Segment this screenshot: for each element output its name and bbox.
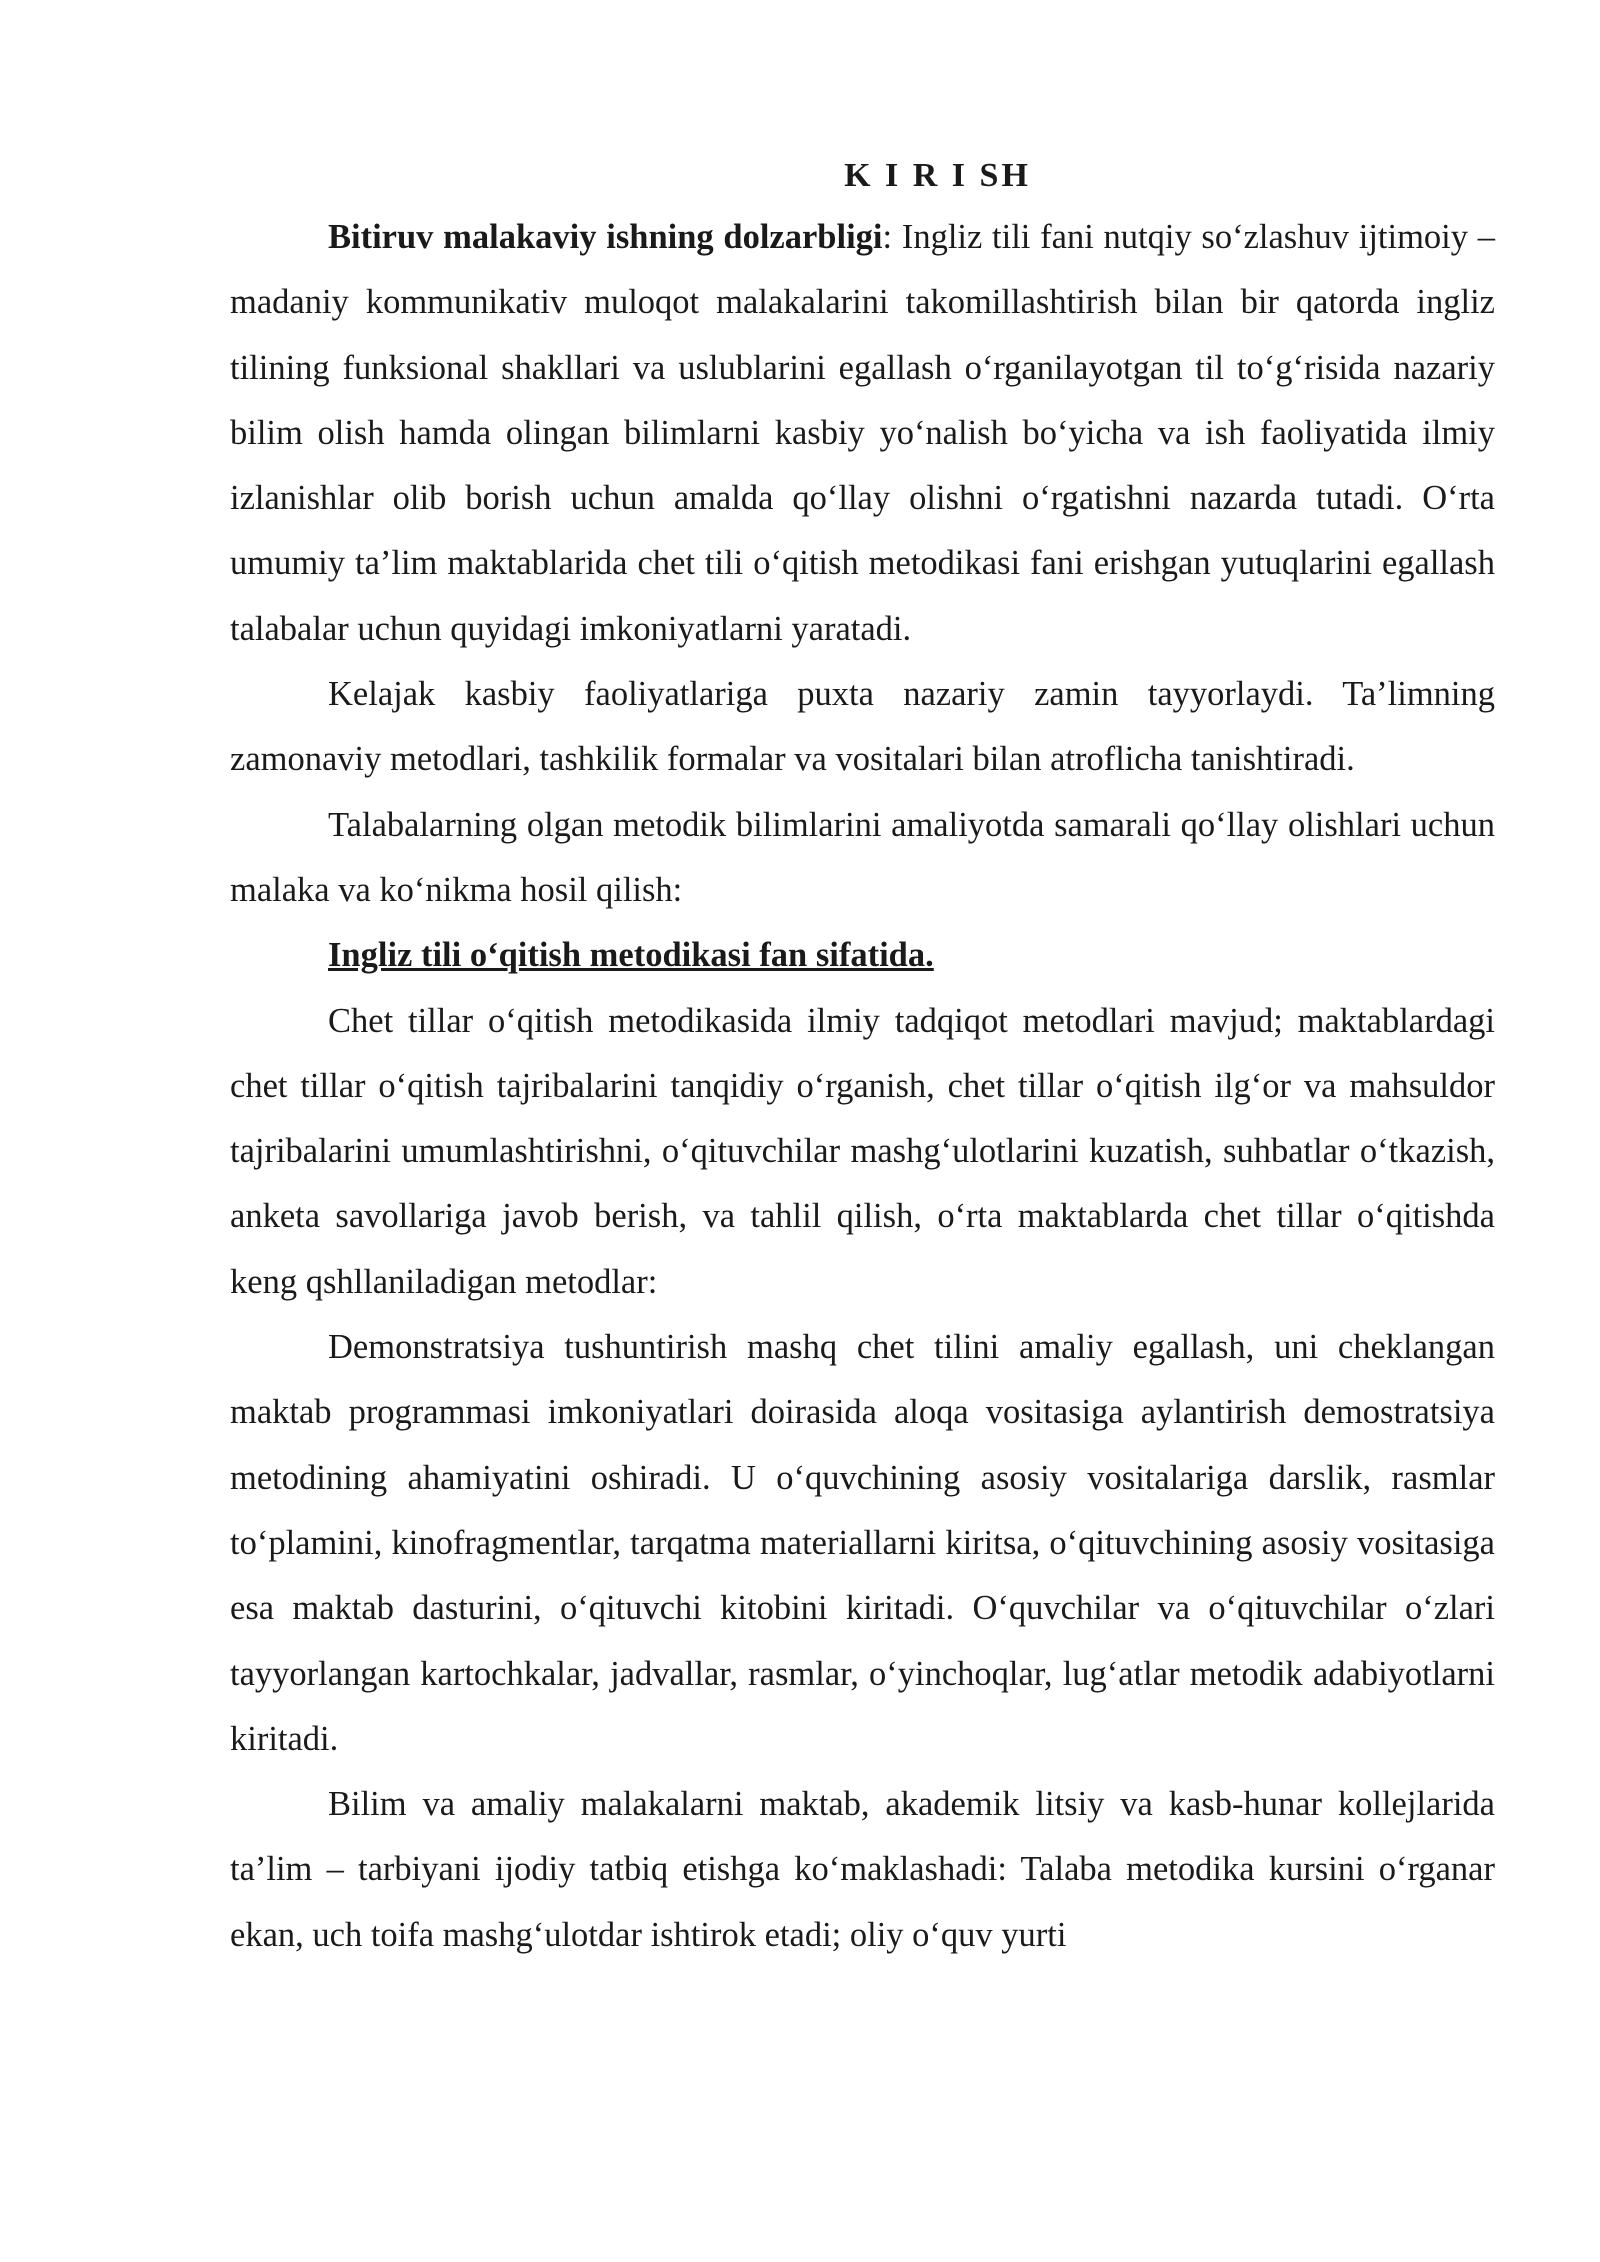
paragraph-4: Chet tillar o‘qitish metodikasida ilmiy tadqiqot metodlari mavjud; maktablardagi chet tillar o‘qitish tajribalarini tanqidiy o‘rganish, chet tillar o‘qitish ilg‘or va mahsuldor tajribalarini umumlashtirishni, o‘qituvchilar mashg‘ulotlarini kuzatish, suhbatlar o‘tkazish, anketa savollariga javob berish, va tahlil qilish, o‘rta maktablarda chet tillar o‘qitishda keng qshllaniladigan metodlar: — [230, 1001, 1495, 1301]
section-subheading: Ingliz tili o‘qitish metodikasi fan sifatida. — [328, 936, 934, 975]
page-title: K I R I SH — [844, 157, 1031, 194]
intro-paragraph — [230, 205, 1495, 662]
paragraph-3: Talabalarning olgan metodik bilimlarini amaliyotda samarali qo‘llay olishlari uchun malaka va ko‘nikma hosil qilish: — [230, 805, 1495, 909]
intro-colon: : — [882, 218, 893, 256]
paragraph-2: Kelajak kasbiy faoliyatlariga puxta nazariy zamin tayyorlaydi. Ta’limning zamonaviy metodlari, tashkilik formalar va vositalari bilan atroflicha tanishtiradi. — [230, 675, 1495, 779]
paragraph-6: Bilim va amaliy malakalarni maktab, akademik litsiy va kasb-hunar kollejlarida ta’lim – tarbiyani ijodiy tatbiq etishga ko‘maklashadi: Talaba metodika kursini o‘rganar ekan, uch toifa mashg‘ulotdar ishtirok etadi; oliy o‘quv yurti — [230, 1785, 1495, 1954]
document-page — [230, 145, 1495, 1968]
intro-label: Bitiruv malakaviy ishning dolzarbligi — [328, 218, 883, 256]
intro-text: Ingliz tili fani nutqiy so‘zlashuv ijtimoiy – madaniy kommunikativ muloqot malakalarini takomillashtirish bilan bir qatorda ingliz tilining funksional shakllari va uslublarini egallash o‘rganilayotgan til to‘g‘risida nazariy bilim olish hamda olingan bilimlarni kasbiy yo‘nalish bo‘yicha va ish faoliyatida ilmiy izlanishlar olib borish uchun amalda qo‘llay olishni o‘rgatishni nazarda tutadi. O‘rta umumiy ta’lim maktablarida chet tili o‘qitish metodikasi fani erishgan yutuqlarini egallash talabalar uchun quyidagi imkoniyatlarni yaratadi. — [230, 218, 1495, 648]
paragraph-5: Demonstratsiya tushuntirish mashq chet tilini amaliy egallash, uni cheklangan maktab programmasi imkoniyatlari doirasida aloqa vositasiga aylantirish demostratsiya metodining ahamiyatini oshiradi. U o‘quvchining asosiy vositalariga darslik, rasmlar to‘plamini, kinofragmentlar, tarqatma materiallarni kiritsa, o‘qituvchining asosiy vositasiga esa maktab dasturini, o‘qituvchi kitobini kiritadi. O‘quvchilar va o‘qituvchilar o‘zlari tayyorlangan kartochkalar, jadvallar, rasmlar, o‘yinchoqlar, lug‘atlar metodik adabiyotlarni kiritadi. — [230, 1328, 1495, 1758]
